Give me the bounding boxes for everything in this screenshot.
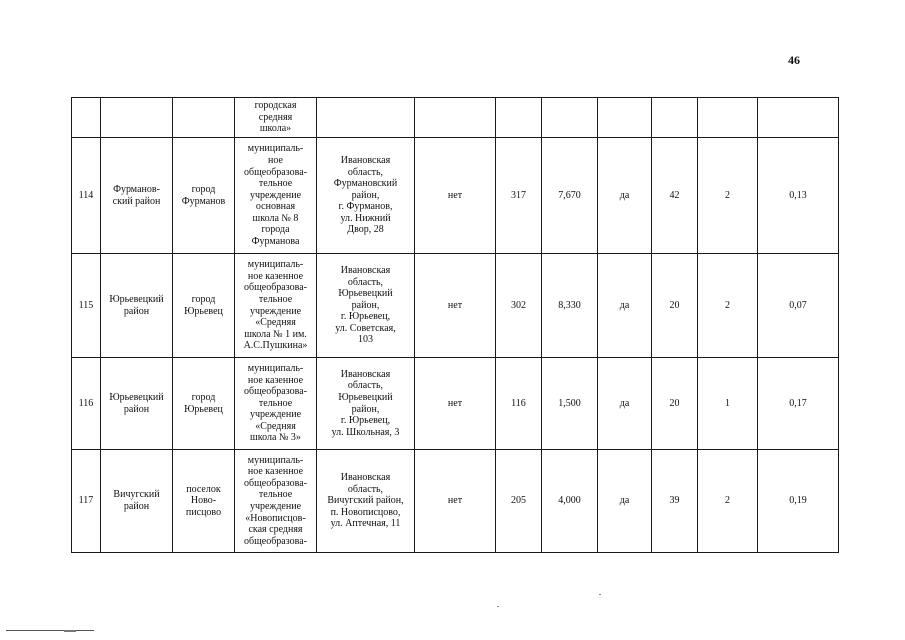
cell-capacity: 116 <box>496 358 542 450</box>
cell-ratio: 0,19 <box>758 450 839 553</box>
cell-col8 <box>542 98 598 138</box>
cell-availability: да <box>598 450 652 553</box>
cell-line: район <box>123 403 150 415</box>
cell-col6 <box>415 98 496 138</box>
cell-line: учреждение <box>249 305 302 317</box>
page-number: 46 <box>788 53 800 67</box>
cell-settlement <box>173 98 235 138</box>
cell-line: Фурманов <box>181 195 226 207</box>
scan-speck <box>599 594 601 595</box>
cell-line: учреждение <box>249 501 302 512</box>
table-row <box>72 450 839 553</box>
table-row-continued <box>72 98 839 138</box>
cell-line: Ивановская <box>340 472 391 484</box>
cell-utility: нет <box>415 138 496 254</box>
cell-count: 2 <box>698 254 758 358</box>
cell-line: муниципаль- <box>247 143 304 155</box>
cell-line: 103 <box>358 334 373 346</box>
cell-line: ул. Школьная, 3 <box>331 426 400 438</box>
cell-area: 1,500 <box>542 358 598 450</box>
cell-district <box>101 450 173 553</box>
cell-line: Фурманов- <box>113 183 160 195</box>
cell-number <box>72 98 101 138</box>
cell-line: основная <box>255 201 296 213</box>
cell-utility: нет <box>415 254 496 358</box>
cell-settlement <box>173 254 235 358</box>
cell-address <box>317 98 415 138</box>
cell-description <box>235 98 317 138</box>
cell-line: средняя <box>258 111 293 123</box>
cell-line: ное казенное <box>247 270 304 282</box>
cell-ratio: 0,17 <box>758 358 839 450</box>
cell-line: Фурманова <box>251 236 300 248</box>
cell-address <box>317 450 415 553</box>
cell-staff: 20 <box>652 254 698 358</box>
cell-line: ное казенное <box>247 466 304 478</box>
cell-line: район, <box>351 299 380 311</box>
cell-staff: 42 <box>652 138 698 254</box>
cell-line: писцово <box>185 506 222 518</box>
cell-settlement <box>173 138 235 254</box>
cell-line: Юрьевецкий <box>109 391 164 403</box>
cell-col7 <box>496 98 542 138</box>
cell-line: тельное <box>258 178 293 190</box>
cell-line: п. Новописцово, <box>330 506 401 518</box>
cell-line: г. Фурманов, <box>338 201 393 213</box>
cell-line: область, <box>347 380 384 392</box>
cell-line: ский район <box>112 195 161 207</box>
table-row <box>72 138 839 254</box>
cell-line: Юрьевецкий <box>338 391 393 403</box>
cell-area: 8,330 <box>542 254 598 358</box>
cell-number: 117 <box>72 450 101 553</box>
cell-count: 2 <box>698 450 758 553</box>
cell-line: школа № 1 им. <box>244 328 307 340</box>
cell-district <box>101 254 173 358</box>
cell-description <box>235 254 317 358</box>
cell-line: Ивановская <box>340 368 391 380</box>
scan-speck <box>497 606 499 607</box>
cell-area: 7,670 <box>542 138 598 254</box>
cell-line: учреждение <box>249 189 302 201</box>
cell-line: область, <box>347 483 384 495</box>
cell-availability: да <box>598 138 652 254</box>
cell-line: общеобразова- <box>243 166 307 178</box>
cell-line: общеобразова- <box>243 282 307 294</box>
cell-utility: нет <box>415 358 496 450</box>
cell-line: ская средняя <box>248 524 303 536</box>
cell-line: школа № 3» <box>250 432 301 444</box>
cell-area: 4,000 <box>542 450 598 553</box>
cell-line: городская <box>254 100 297 112</box>
cell-line: Юрьевецкий <box>338 288 393 300</box>
cell-line: ное казенное <box>247 374 304 386</box>
cell-settlement <box>173 358 235 450</box>
cell-staff: 20 <box>652 358 698 450</box>
cell-col11 <box>698 98 758 138</box>
cell-line: район <box>123 501 150 512</box>
cell-address <box>317 358 415 450</box>
cell-line: район, <box>351 189 380 201</box>
cell-line: Вичугский район, <box>327 495 404 507</box>
cell-address <box>317 254 415 358</box>
cell-settlement <box>173 450 235 553</box>
cell-line: муниципаль- <box>247 454 304 466</box>
cell-line: «Средняя <box>255 317 296 329</box>
margin-mark <box>6 627 94 631</box>
cell-line: Ново- <box>190 495 217 507</box>
cell-utility: нет <box>415 450 496 553</box>
cell-line: муниципаль- <box>247 362 304 374</box>
cell-line: А.С.Пушкина» <box>243 340 308 352</box>
cell-line: Юрьевецкий <box>109 293 164 305</box>
school-table <box>71 97 839 553</box>
table-body <box>72 98 839 553</box>
cell-availability: да <box>598 254 652 358</box>
cell-description <box>235 358 317 450</box>
cell-col9 <box>598 98 652 138</box>
cell-line: область, <box>347 166 384 178</box>
cell-line: ул. Аптечная, 11 <box>330 518 401 530</box>
cell-line: Вичугский <box>113 489 160 501</box>
cell-ratio: 0,07 <box>758 254 839 358</box>
cell-line: тельное <box>258 489 293 501</box>
cell-description <box>235 138 317 254</box>
cell-line: общеобразова- <box>243 386 307 398</box>
cell-count: 2 <box>698 138 758 254</box>
cell-col10 <box>652 98 698 138</box>
cell-line: тельное <box>258 293 293 305</box>
cell-line: тельное <box>258 397 293 409</box>
cell-line: область, <box>347 276 384 288</box>
table-row <box>72 358 839 450</box>
cell-number: 115 <box>72 254 101 358</box>
cell-line: город <box>191 293 216 305</box>
cell-col12 <box>758 98 839 138</box>
cell-line: «Средняя <box>255 420 296 432</box>
cell-district <box>101 138 173 254</box>
cell-capacity: 302 <box>496 254 542 358</box>
cell-line: Двор, 28 <box>347 224 384 236</box>
cell-line: район, <box>351 403 380 415</box>
cell-number: 116 <box>72 358 101 450</box>
cell-line: школа № 8 <box>252 212 299 224</box>
cell-availability: да <box>598 358 652 450</box>
cell-line: «Новописцов- <box>245 512 306 524</box>
cell-line: Юрьевец <box>184 305 223 317</box>
cell-line: Ивановская <box>340 264 391 276</box>
cell-line: Фурмановский <box>333 178 398 190</box>
cell-line: Юрьевец <box>184 403 223 415</box>
cell-address <box>317 138 415 254</box>
cell-line: ное <box>268 154 283 166</box>
cell-line: город <box>191 391 216 403</box>
cell-line: г. Юрьевец, <box>340 415 391 427</box>
cell-line: ул. Нижний <box>340 212 391 224</box>
cell-line: общеобразова- <box>243 535 307 547</box>
cell-ratio: 0,13 <box>758 138 839 254</box>
cell-description <box>235 450 317 553</box>
cell-capacity: 205 <box>496 450 542 553</box>
cell-line: город <box>191 183 216 195</box>
cell-line: города <box>261 224 290 236</box>
table-row <box>72 254 839 358</box>
cell-line: г. Юрьевец, <box>340 311 391 323</box>
cell-line: школа» <box>259 123 292 135</box>
cell-line: ул. Советская, <box>335 322 396 334</box>
cell-district <box>101 98 173 138</box>
cell-count: 1 <box>698 358 758 450</box>
cell-line: общеобразова- <box>243 477 307 489</box>
cell-line: Ивановская <box>340 154 391 166</box>
cell-line: поселок <box>186 483 221 495</box>
cell-line: район <box>123 305 150 317</box>
cell-line: муниципаль- <box>247 259 304 271</box>
cell-staff: 39 <box>652 450 698 553</box>
cell-line: учреждение <box>249 409 302 421</box>
cell-capacity: 317 <box>496 138 542 254</box>
cell-district <box>101 358 173 450</box>
cell-number: 114 <box>72 138 101 254</box>
